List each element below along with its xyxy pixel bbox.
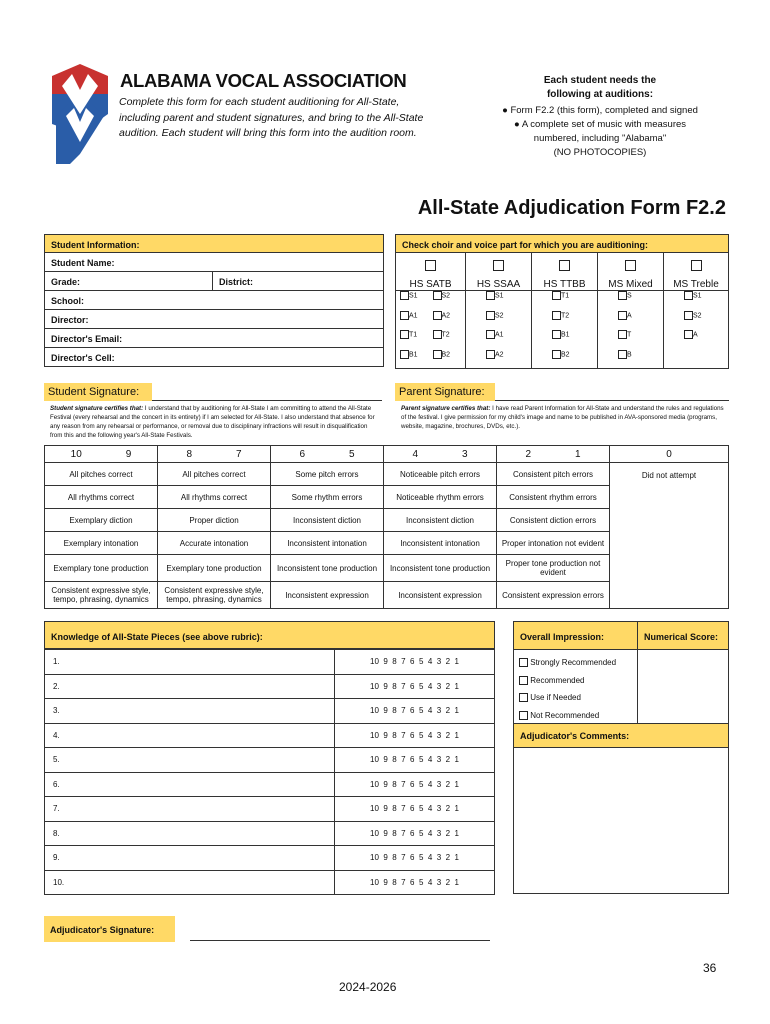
piece-row [45,772,495,797]
piece-row [45,821,495,846]
grade-field[interactable]: Grade: [45,272,213,290]
choir-col-hs-ttbb[interactable]: HS TTBB [532,253,598,290]
part-ttbb-b1[interactable]: B1 [552,330,597,350]
rubric-score-8-7: 8 7 [158,446,271,463]
piece-row [45,674,495,699]
rubric-cell: Consistent pitch errors [497,463,610,486]
part-ssaa-s1[interactable]: S1 [486,291,531,311]
part-satb-a1[interactable]: A1 [400,311,433,331]
rubric-cell: All pitches correct [158,463,271,486]
option-strongly-recommended[interactable]: Strongly Recommended [519,654,632,672]
knowledge-section [44,621,495,895]
piece-name-field[interactable]: 3. [45,699,335,724]
rubric-cell: Proper intonation not evident [497,532,610,555]
rubric-score-6-5: 6 5 [271,446,384,463]
choir-col-ms-treble[interactable]: MS Treble [664,253,728,290]
part-mstreble-a[interactable]: A [684,330,728,350]
part-msmixed-a[interactable]: A [618,311,663,331]
rubric-cell: Inconsistent expression [271,582,384,609]
piece-name-field[interactable]: 1. [45,650,335,675]
piece-row [45,699,495,724]
piece-row [45,650,495,675]
needs-box: Each student needs the following at auditions: ● Form F2.2 (this form), completed and signed ● A complete set of music with measures numbered, including "Alabama" (NO PHOTOCOPIES) [470,74,730,160]
checkbox[interactable] [559,260,570,271]
piece-score-scale[interactable]: 10 9 8 7 6 5 4 3 2 1 [335,846,495,871]
numerical-score-field[interactable] [638,650,728,723]
piece-name-field[interactable]: 4. [45,723,335,748]
part-ssaa-a1[interactable]: A1 [486,330,531,350]
part-satb-s2[interactable]: S2 [433,291,466,311]
choir-col-hs-ssaa[interactable]: HS SSAA [466,253,532,290]
rubric-cell: All pitches correct [45,463,158,486]
part-mstreble-s2[interactable]: S2 [684,311,728,331]
part-msmixed-b[interactable]: B [618,350,663,370]
numerical-score-title: Numerical Score: [638,622,728,649]
part-mstreble-s1[interactable]: S1 [684,291,728,311]
rubric-cell: Consistent expressive style, tempo, phrasing, dynamics [158,582,271,609]
student-info-title: Student Information: [44,234,384,253]
rubric-cell: Proper tone production not evident [497,555,610,582]
part-ttbb-t1[interactable]: T1 [552,291,597,311]
part-satb-s1[interactable]: S1 [400,291,433,311]
need-2c: (NO PHOTOCOPIES) [553,147,647,158]
pieces-table [44,649,495,895]
rubric-cell: Exemplary tone production [158,555,271,582]
director-cell-field[interactable]: Director's Cell: [44,348,384,367]
part-satb-b1[interactable]: B1 [400,350,433,370]
rubric-score-2-1: 2 1 [497,446,610,463]
checkbox[interactable] [625,260,636,271]
page-number: 36 [703,961,717,975]
choir-title: Check choir and voice part for which you are auditioning: [395,234,729,253]
parent-certification: Parent signature certifies that: I have read Parent Information for All-State and understand the rules and regulations of the festival. I give permission for my child's image and name to be published in AVA-sponsored media (programs, website, magazine, brochures, DVDs, etc.). [401,405,724,430]
impression-section [513,621,729,894]
piece-name-field[interactable]: 9. [45,846,335,871]
rubric-cell: Inconsistent tone production [384,555,497,582]
part-msmixed-t[interactable]: T [618,330,663,350]
org-name: ALABAMA VOCAL ASSOCIATION [120,70,407,91]
rubric-score-10-9: 10 9 [45,446,158,463]
scoring-rubric [44,445,729,609]
rubric-cell: Consistent expressive style, tempo, phrasing, dynamics [45,582,158,609]
piece-score-scale[interactable]: 10 9 8 7 6 5 4 3 2 1 [335,674,495,699]
voice-parts-grid [395,291,729,369]
part-ttbb-t2[interactable]: T2 [552,311,597,331]
rubric-cell: Inconsistent tone production [271,555,384,582]
part-satb-t2[interactable]: T2 [433,330,466,350]
rubric-cell: Exemplary diction [45,509,158,532]
piece-name-field[interactable]: 5. [45,748,335,773]
choir-col-ms-mixed[interactable]: MS Mixed [598,253,664,290]
piece-score-scale[interactable]: 10 9 8 7 6 5 4 3 2 1 [335,797,495,822]
piece-score-scale[interactable]: 10 9 8 7 6 5 4 3 2 1 [335,699,495,724]
form-title: All-State Adjudication Form F2.2 [417,197,726,219]
piece-name-field[interactable]: 8. [45,821,335,846]
piece-score-scale[interactable]: 10 9 8 7 6 5 4 3 2 1 [335,748,495,773]
choir-col-hs-satb[interactable]: HS SATB [396,253,466,290]
rubric-cell: All rhythms correct [158,486,271,509]
adjudicator-signature-label: Adjudicator's Signature: [44,916,175,942]
director-email-field[interactable]: Director's Email: [44,329,384,348]
needs-title-2: following at auditions: [546,89,654,100]
rubric-cell: Some rhythm errors [271,486,384,509]
rubric-cell: Consistent expression errors [497,582,610,609]
part-ssaa-a2[interactable]: A2 [486,350,531,370]
rubric-cell: Consistent rhythm errors [497,486,610,509]
student-name-field[interactable]: Student Name: [44,253,384,272]
needs-title-1: Each student needs the [543,75,657,86]
rubric-score-0: 0 [610,446,729,463]
rubric-cell: Exemplary tone production [45,555,158,582]
rubric-cell: All rhythms correct [45,486,158,509]
student-signature-line[interactable] [152,400,382,401]
district-field[interactable]: District: [219,277,254,287]
part-satb-t1[interactable]: T1 [400,330,433,350]
ava-logo [52,64,108,164]
piece-row [45,846,495,871]
student-signature-label: Student Signature: [44,383,152,401]
rubric-cell: Consistent diction errors [497,509,610,532]
parent-signature-line[interactable] [495,400,729,401]
option-use-if-needed[interactable]: Use if Needed [519,689,632,707]
piece-score-scale[interactable]: 10 9 8 7 6 5 4 3 2 1 [335,723,495,748]
piece-row [45,797,495,822]
need-1: Form F2.2 (this form), completed and signed [510,105,698,116]
part-ttbb-b2[interactable]: B2 [552,350,597,370]
choir-section [395,234,729,369]
rubric-cell: Inconsistent diction [384,509,497,532]
rubric-cell: Noticeable rhythm errors [384,486,497,509]
rubric-cell: Inconsistent intonation [271,532,384,555]
option-not-recommended[interactable]: Not Recommended [519,707,632,725]
student-info-section [44,234,384,367]
rubric-cell: Inconsistent diction [271,509,384,532]
piece-score-scale[interactable]: 10 9 8 7 6 5 4 3 2 1 [335,650,495,675]
parent-signature-label: Parent Signature: [395,383,495,401]
piece-row [45,748,495,773]
need-2a: A complete set of music with measures [521,119,687,130]
piece-score-scale[interactable]: 10 9 8 7 6 5 4 3 2 1 [335,870,495,895]
intro-text: Complete this form for each student auditioning for All-State, including parent and student signatures, and bring to the All-State audition. Each student will bring this form into the audition room. [119,96,424,139]
director-field[interactable]: Director: [44,310,384,329]
need-2b: numbered, including "Alabama" [533,133,667,144]
piece-name-field[interactable]: 2. [45,674,335,699]
piece-row [45,723,495,748]
adjudicator-comments-title: Adjudicator's Comments: [514,724,728,748]
checkbox[interactable] [691,260,702,271]
piece-score-scale[interactable]: 10 9 8 7 6 5 4 3 2 1 [335,772,495,797]
part-satb-b2[interactable]: B2 [433,350,466,370]
checkbox[interactable] [425,260,436,271]
rubric-score-4-3: 4 3 [384,446,497,463]
rubric-cell: Inconsistent expression [384,582,497,609]
rubric-cell: Noticeable pitch errors [384,463,497,486]
part-satb-a2[interactable]: A2 [433,311,466,331]
rubric-did-not-attempt: Did not attempt [610,463,729,609]
piece-name-field[interactable]: 10. [45,870,335,895]
part-ssaa-s2[interactable]: S2 [486,311,531,331]
adjudicator-signature-line[interactable] [190,940,490,941]
edition-years: 2024-2026 [339,980,397,994]
school-field[interactable]: School: [44,291,384,310]
option-recommended[interactable]: Recommended [519,672,632,690]
rubric-cell: Proper diction [158,509,271,532]
student-certification: Student signature certifies that: I understand that by auditioning for All-State I am committing to attend the All-State Festival (every rehearsal and the concert in its entirety) if I am selected for All-State. I also understand that absence for any reason from any rehearsal or performance, or removal due to disciplinary infractions will result in disqualification from this and the following year's All-State Festivals. [50,405,375,439]
rubric-cell: Some pitch errors [271,463,384,486]
rubric-cell: Inconsistent intonation [384,532,497,555]
piece-name-field[interactable]: 6. [45,772,335,797]
piece-row [45,870,495,895]
rubric-cell: Accurate intonation [158,532,271,555]
adjudicator-comments-field[interactable] [514,748,728,893]
knowledge-title: Knowledge of All-State Pieces (see above rubric): [44,621,495,649]
piece-name-field[interactable]: 7. [45,797,335,822]
checkbox[interactable] [493,260,504,271]
rubric-cell: Exemplary intonation [45,532,158,555]
piece-score-scale[interactable]: 10 9 8 7 6 5 4 3 2 1 [335,821,495,846]
part-msmixed-s[interactable]: S [618,291,663,311]
overall-impression-title: Overall Impression: [514,622,638,649]
